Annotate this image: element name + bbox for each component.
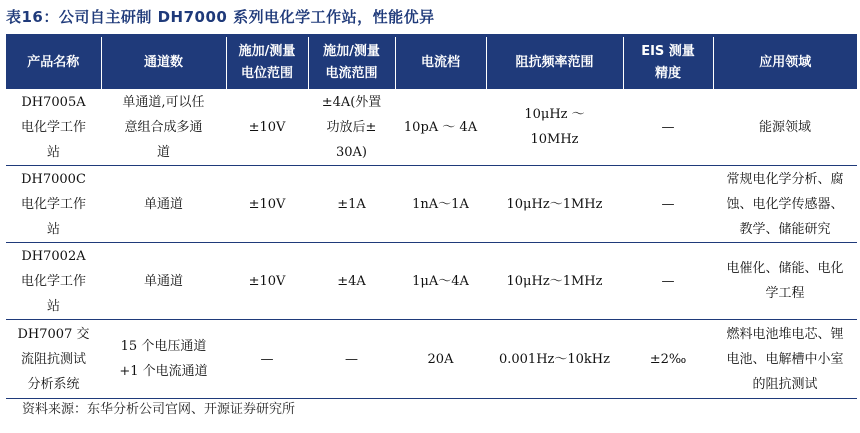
cell-product-name: DH7002A 电化学工作 站 [6, 243, 101, 320]
cell-impedance-frequency: 0.001Hz～10kHz [486, 320, 623, 399]
table-row [6, 89, 857, 166]
cell-current-step: 10pA ～ 4A [395, 89, 486, 166]
source-note: 资料来源：东华分析公司官网、开源证券研究所 [22, 402, 296, 417]
cell-impedance-frequency: 10μHz～1MHz [486, 166, 623, 243]
header-current-range: 施加/测量 电流范围 [308, 37, 395, 89]
cell-current-range: ±4A(外置 功放后± 30A) [308, 89, 395, 166]
cell-eis-precision: — [623, 243, 713, 320]
cell-current-range: — [308, 320, 395, 399]
cell-application: 电催化、储能、电化 学工程 [713, 243, 857, 320]
table-row [6, 243, 857, 320]
cell-current-step: 20A [395, 320, 486, 399]
header-channels: 通道数 [101, 37, 226, 89]
cell-eis-precision: — [623, 89, 713, 166]
table-row [6, 166, 857, 243]
header-impedance-frequency: 阻抗频率范围 [486, 37, 623, 89]
table-row [6, 320, 857, 399]
cell-channels: 15 个电压通道 +1 个电流通道 [101, 320, 226, 399]
header-potential-range: 施加/测量 电位范围 [226, 37, 308, 89]
header-application: 应用领域 [713, 37, 857, 89]
cell-eis-precision: ±2‰ [623, 320, 713, 399]
cell-current-range: ±1A [308, 166, 395, 243]
cell-potential-range: — [226, 320, 308, 399]
cell-product-name: DH7005A 电化学工作 站 [6, 89, 101, 166]
cell-application: 燃料电池堆电芯、锂 电池、电解槽中小室 的阻抗测试 [713, 320, 857, 399]
table-title: 表16：公司自主研制 DH7000 系列电化学工作站，性能优异 [6, 8, 435, 26]
cell-impedance-frequency: 10μHz～1MHz [486, 243, 623, 320]
cell-application: 能源领域 [713, 89, 857, 166]
header-eis-precision: EIS 测量 精度 [623, 37, 713, 89]
cell-potential-range: ±10V [226, 243, 308, 320]
cell-eis-precision: — [623, 166, 713, 243]
cell-application: 常规电化学分析、腐 蚀、电化学传感器、 教学、储能研究 [713, 166, 857, 243]
cell-potential-range: ±10V [226, 166, 308, 243]
header-row [6, 37, 857, 89]
header-current-step: 电流档 [395, 37, 486, 89]
header-product-name: 产品名称 [6, 37, 101, 89]
cell-current-step: 1nA～1A [395, 166, 486, 243]
cell-product-name: DH7007 交 流阻抗测试 分析系统 [6, 320, 101, 399]
cell-current-step: 1μA～4A [395, 243, 486, 320]
cell-product-name: DH7000C 电化学工作 站 [6, 166, 101, 243]
cell-channels: 单通道 [101, 166, 226, 243]
cell-potential-range: ±10V [226, 89, 308, 166]
cell-channels: 单通道,可以任 意组合成多通 道 [101, 89, 226, 166]
cell-impedance-frequency: 10μHz ～ 10MHz [486, 89, 623, 166]
cell-current-range: ±4A [308, 243, 395, 320]
cell-channels: 单通道 [101, 243, 226, 320]
product-table [6, 37, 857, 399]
